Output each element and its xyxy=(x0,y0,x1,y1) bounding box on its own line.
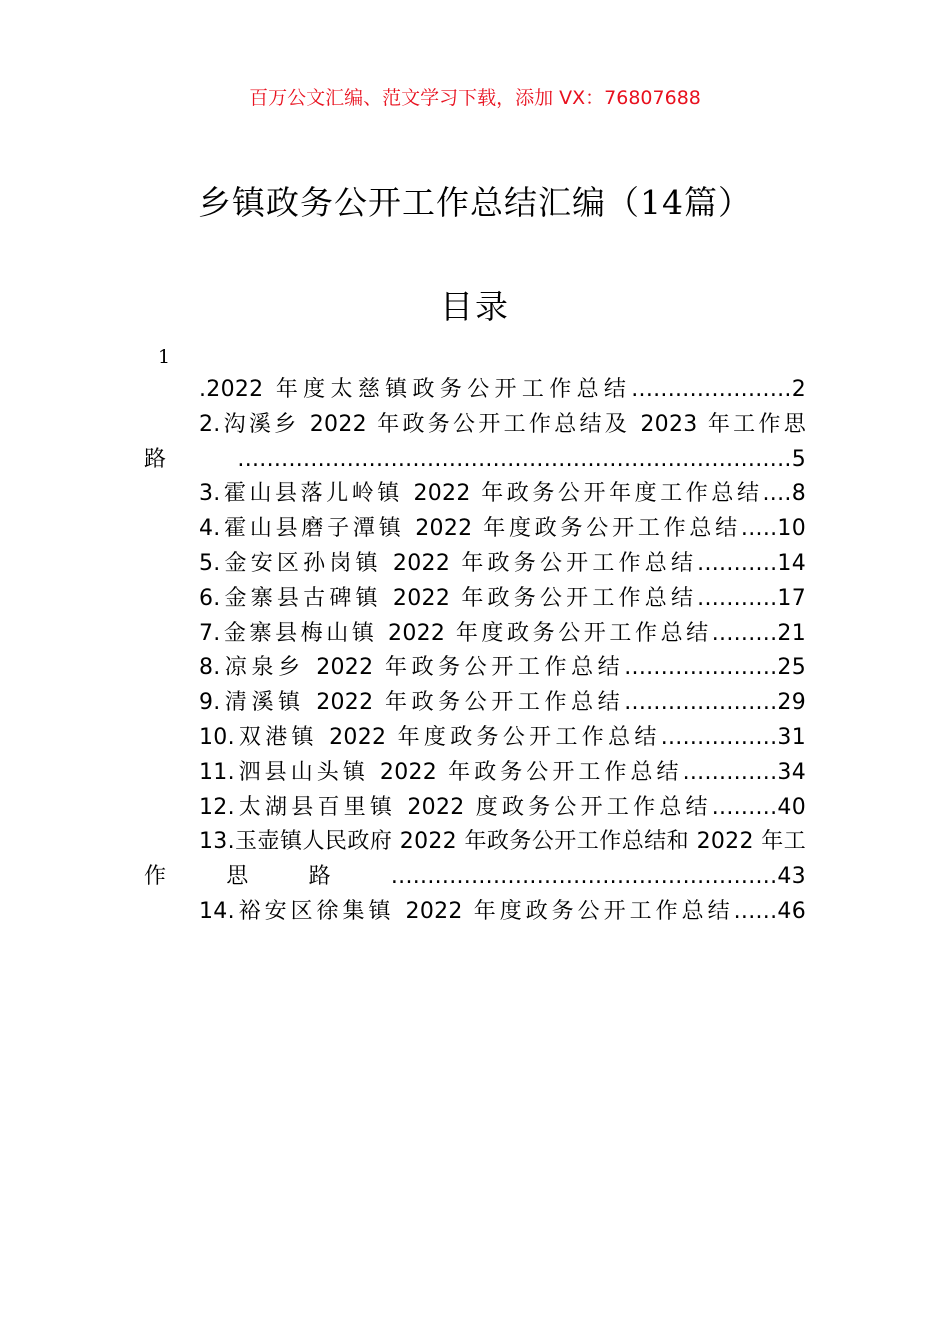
toc-entry[interactable]: 6.金寨县古碑镇 2022 年政务公开工作总结...........17 xyxy=(199,585,806,611)
toc-entry[interactable]: 13.玉壶镇人民政府 2022 年政务公开工作总结和 2022 年工作思路.....................................................43 xyxy=(144,829,806,890)
toc-entry[interactable]: 3.霍山县落儿岭镇 2022 年政务公开年度工作总结....8 xyxy=(199,481,806,507)
document-title-count: 14 xyxy=(640,183,684,222)
toc-entry[interactable]: 10.双港镇 2022 年度政务公开工作总结................31 xyxy=(199,724,806,750)
toc-marker: 1 xyxy=(158,346,171,368)
table-of-contents xyxy=(144,373,806,930)
toc-entry[interactable]: 12.太湖县百里镇 2022 度政务公开工作总结.........40 xyxy=(199,794,806,820)
toc-heading: 目录 xyxy=(440,287,510,326)
document-title xyxy=(0,178,950,228)
toc-entry[interactable]: 7.金寨县梅山镇 2022 年度政务公开工作总结.........21 xyxy=(199,620,806,646)
document-title-suffix: 篇） xyxy=(684,183,752,222)
toc-entry[interactable]: 11.泗县山头镇 2022 年政务公开工作总结.............34 xyxy=(199,759,806,785)
header-note-text: 百万公文汇编、范文学习下载，添加 VX：76807688 xyxy=(249,87,701,109)
toc-entry[interactable]: 2.沟溪乡 2022 年政务公开工作总结及 2023 年工作思路............................................................................5 xyxy=(144,411,806,472)
header-note xyxy=(0,84,950,112)
toc-entry[interactable]: 14.裕安区徐集镇 2022 年度政务公开工作总结......46 xyxy=(199,898,806,924)
document-title-main: 乡镇政务公开工作总结汇编（ xyxy=(198,183,640,222)
toc-entry[interactable]: 5.金安区孙岗镇 2022 年政务公开工作总结...........14 xyxy=(199,550,806,576)
toc-entry[interactable]: .2022 年度太慈镇政务公开工作总结......................2 xyxy=(199,377,806,402)
toc-entry[interactable]: 4.霍山县磨子潭镇 2022 年度政务公开工作总结.....10 xyxy=(199,516,806,542)
toc-entry[interactable]: 9.清溪镇 2022 年政务公开工作总结.....................29 xyxy=(199,690,806,716)
toc-entry[interactable]: 8.凉泉乡 2022 年政务公开工作总结.....................25 xyxy=(199,655,806,681)
